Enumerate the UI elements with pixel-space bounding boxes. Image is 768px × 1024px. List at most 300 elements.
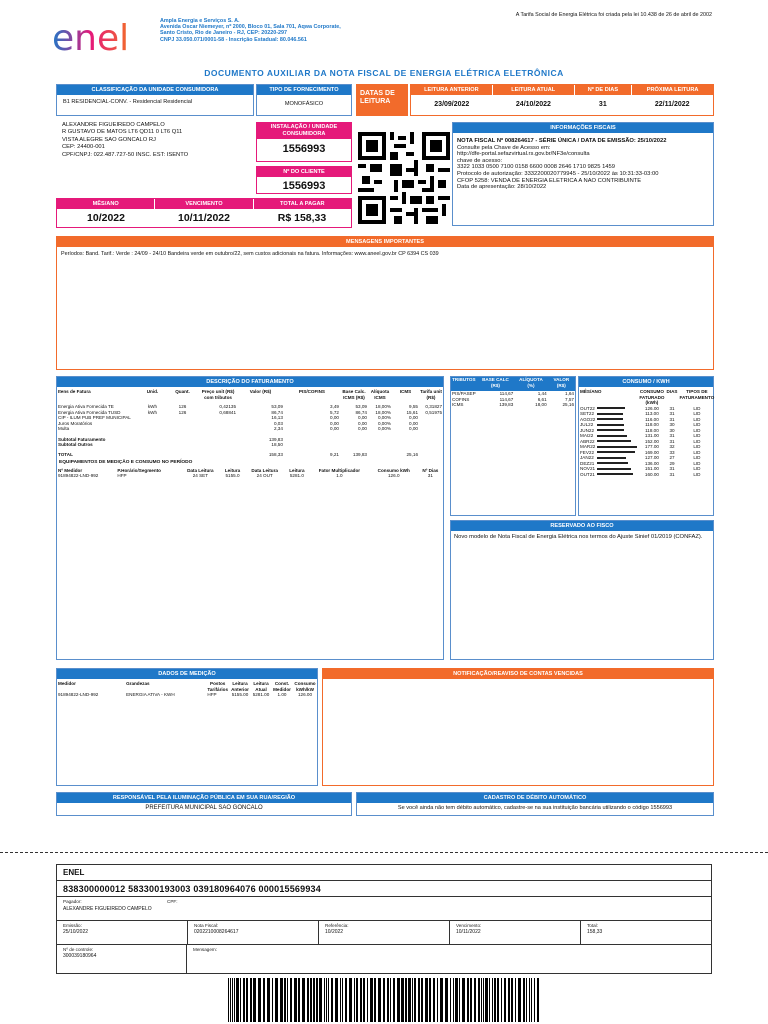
instalacao-box — [256, 122, 352, 162]
fat-cell: 0,00 — [409, 420, 418, 426]
company-name: Ampla Energia e Serviços S. A. — [160, 18, 240, 24]
fat-cell: 86,74 — [271, 409, 283, 415]
cons-dias: 31 — [669, 405, 675, 411]
fat-cell: 16,13 — [271, 415, 283, 420]
barcode-bar — [405, 978, 407, 1022]
instalacao-header: INSTALAÇÃO / UNIDADE CONSUMIDORA — [257, 123, 351, 139]
barcode-bar — [272, 978, 273, 1022]
cons-month: MAI22 — [580, 433, 594, 438]
fat-h-aliquota: Alíquota ICMS — [370, 389, 390, 400]
barcode-bar — [470, 978, 472, 1022]
cons-tipo: LID — [693, 405, 701, 411]
nota-value: 0202210008264617 — [194, 928, 239, 935]
svg-text:enel: enel — [52, 18, 130, 56]
barcode-bar — [354, 978, 355, 1022]
equip-h: Nº Dias — [422, 467, 439, 473]
fat-h-quant: Quant. — [175, 389, 190, 394]
barcode-bar — [349, 978, 352, 1022]
consumption-bar — [597, 407, 625, 409]
trib-cell: 139,83 — [499, 402, 514, 407]
barcode-bar — [310, 978, 312, 1022]
barcode-bar — [515, 978, 516, 1022]
barcode-bar — [526, 978, 527, 1022]
table-row — [451, 402, 575, 408]
datas-dias: 31 — [598, 101, 607, 108]
barcode-bar — [387, 978, 389, 1022]
cons-month: DEZ21 — [580, 460, 595, 466]
cliente-street: R GUSTAVO DE MATOS LT6 QD11 0 LT6 Q11 — [62, 129, 183, 136]
trib-cell: PIS/PASEP — [452, 391, 476, 396]
classificacao-header: CLASSIFICAÇÃO DA UNIDADE CONSUMIDORA — [57, 85, 253, 95]
company-info — [160, 18, 341, 43]
barcode-bar — [529, 978, 530, 1022]
total-value-slip: 158,33 — [587, 928, 603, 935]
fat-cell: 2,34 — [273, 426, 283, 431]
cons-tipo: LID — [693, 438, 701, 444]
fat-h-preco: Preço unit (R$) com tributos — [201, 389, 235, 400]
cons-month: AGO22 — [580, 416, 596, 422]
fiscal-line-2[interactable]: http://dfe-portal.sefazvirtual.rs.gov.br/NF3e/consulta — [457, 151, 590, 158]
med-h: Const. Medidor — [273, 681, 291, 692]
cons-tipo: LID — [693, 422, 701, 427]
fat-cell: 15,61 — [406, 409, 418, 415]
datas-anterior: 23/09/2022 — [434, 101, 470, 108]
barcode-bar — [236, 978, 239, 1022]
trib-h: VALOR (R$) — [553, 377, 570, 388]
fiscal-nota: NOTA FISCAL Nº 008264617 - SÉRIE ÚNICA / DATA DE EMISSÃO: 25/10/2022 — [457, 138, 667, 144]
table-row — [579, 444, 715, 450]
iluminacao-value: PREFEITURA MUNICIPAL SAO GONCALO — [145, 805, 263, 811]
barcode-bar — [240, 978, 241, 1022]
cons-dias: 31 — [669, 438, 675, 444]
cut-line — [0, 852, 768, 853]
nota-label: Nota Fiscal: — [194, 923, 219, 928]
pagamento-h-total: TOTAL A PAGAR — [254, 199, 351, 209]
cons-kwh: 127.00 — [644, 455, 659, 460]
barcode-bar — [459, 978, 460, 1022]
trib-cell: 1,44 — [537, 391, 547, 396]
datas-h-anterior: LEITURA ANTERIOR — [411, 85, 492, 95]
controle-label: Nº de controle: — [63, 947, 94, 952]
fat-cell: 0,00 — [358, 426, 367, 431]
fat-cell: 0,00 — [409, 415, 418, 420]
fat-h-valor: Valor (R$) — [249, 389, 272, 394]
pagamento-mes: 10/2022 — [87, 212, 125, 224]
barcode-bar — [345, 978, 347, 1022]
med-cell: 5155.00 — [231, 692, 249, 697]
equip-h: Nº Medidor — [58, 467, 83, 473]
subtotal-fat-value: 139,83 — [268, 436, 283, 442]
cons-dias: 27 — [669, 455, 675, 460]
table-row — [57, 692, 317, 698]
fat-cell: Energia Ativa Fornecida TUSD — [58, 409, 121, 415]
barcode-bar — [518, 978, 521, 1022]
barcode-bar — [504, 978, 506, 1022]
cons-dias: 31 — [669, 466, 675, 471]
barcode-bar — [370, 978, 373, 1022]
barcode-bar — [234, 978, 235, 1022]
cpf-label: CPF: — [167, 899, 178, 904]
fat-cell: CIP - ILUM PUB PREF MUNICIPAL — [58, 415, 131, 420]
cons-dias: 31 — [669, 471, 675, 477]
fat-cell: 126 — [178, 409, 187, 415]
med-h: Postos Tarifários — [207, 681, 228, 692]
barcode-bar — [494, 978, 496, 1022]
med-cell: 91894822-LND-992 — [58, 692, 99, 697]
classificacao-box — [56, 84, 254, 116]
total-label: TOTAL — [58, 451, 73, 457]
medicao-header: DADOS DE MEDIÇÃO — [57, 669, 317, 679]
med-cell: 126.00 — [297, 692, 313, 697]
fat-cell: 0,00% — [377, 426, 391, 431]
barcode-bar — [290, 978, 292, 1022]
cons-tipo: LID — [693, 466, 701, 471]
datas-proxima: 22/11/2022 — [654, 101, 690, 108]
trib-h: TRIBUTOS — [452, 377, 476, 382]
barcode-bar — [412, 978, 413, 1022]
barcode-bar — [307, 978, 309, 1022]
barcode-bar — [298, 978, 300, 1022]
consumption-bar — [597, 440, 631, 442]
barcode-bar — [393, 978, 395, 1022]
fat-cell: 126 — [178, 404, 187, 409]
fat-cell: 0,03 — [273, 420, 283, 426]
numero-cliente-box — [256, 166, 352, 194]
emissao-label: Emissão: — [63, 923, 82, 928]
datas-h-proxima: PRÓXIMA LEITURA — [632, 85, 713, 95]
cons-dias: 33 — [669, 449, 675, 455]
equip-h: Consumo kWh — [377, 467, 410, 473]
datas-h-dias: Nº DE DIAS — [575, 85, 632, 95]
consumption-bar — [597, 429, 624, 431]
barcode — [228, 978, 542, 1022]
equip-h: Data Leitura — [251, 467, 278, 473]
fornecimento-box — [256, 84, 352, 116]
barcode-bar — [450, 978, 451, 1022]
fat-cell: Juros Moratórios — [58, 420, 93, 426]
barcode-bar — [534, 978, 535, 1022]
barcode-bar — [462, 978, 465, 1022]
classificacao-value: B1 RESIDENCIAL-CONV. - Residencial Residencial — [63, 99, 193, 105]
total-label-slip: Total: — [587, 923, 598, 928]
fat-cell: 0,00% — [377, 415, 391, 420]
barcode-bar — [483, 978, 484, 1022]
equip-h: Data Leitura — [187, 467, 214, 473]
equip-h: Fator Multiplicador — [318, 467, 361, 473]
equip-cell: 1.0 — [336, 473, 343, 479]
barcode-bar — [383, 978, 385, 1022]
equip-cell: 5155.0 — [225, 473, 240, 479]
cons-tipo: LID — [693, 449, 701, 455]
barcode-bar — [250, 978, 252, 1022]
cons-tipo: LID — [693, 427, 701, 433]
barcode-bar — [246, 978, 248, 1022]
payment-slip — [56, 864, 712, 974]
cons-tipo: LID — [693, 411, 701, 416]
barcode-bar — [328, 978, 329, 1022]
barcode-bar — [445, 978, 448, 1022]
cons-dias: 31 — [669, 433, 675, 438]
barcode-bar — [253, 978, 256, 1022]
fiscal-line-5: Protocolo de autorização: 3332200020779945 - 25/10/2022 às 10:31:33-03:00 — [457, 170, 659, 177]
cons-kwh: 169.00 — [644, 449, 659, 455]
ref-value: 10/2022 — [325, 928, 344, 935]
med-cell: 5281.00 — [252, 692, 270, 697]
medicao-table — [57, 681, 317, 698]
barcode-bar — [531, 978, 532, 1022]
cons-kwh: 126.00 — [644, 405, 659, 411]
cons-dias: 29 — [669, 460, 675, 466]
consumo-table — [579, 389, 715, 477]
fat-cell: 53,09 — [271, 404, 283, 409]
barcode-bar — [316, 978, 318, 1022]
fat-cell: 0,00% — [377, 420, 391, 426]
debito-header: CADASTRO DE DÉBITO AUTOMÁTICO — [357, 793, 713, 803]
mensagens-header: MENSAGENS IMPORTANTES — [57, 237, 713, 247]
cons-dias: 32 — [669, 444, 675, 449]
consumo-header: CONSUMO / KWH — [579, 377, 713, 387]
datas-label: DATAS DE LEITURA — [356, 84, 408, 116]
pagador-value: ALEXANDRE FIGUEIREDO CAMPELO — [63, 905, 152, 912]
ref-label: Referência: — [325, 923, 349, 928]
fat-h-base: Base Calc. ICMS (R$) — [342, 389, 366, 400]
fiscal-box — [452, 122, 714, 226]
trib-cell: 7,57 — [565, 396, 574, 402]
cons-tipo: LID — [693, 460, 701, 466]
barcode-bar — [408, 978, 411, 1022]
barcode-bar — [342, 978, 343, 1022]
cons-tipo: LID — [693, 444, 701, 449]
fat-cell: 0,42135 — [219, 404, 237, 409]
trib-cell: 1,64 — [565, 391, 574, 396]
trib-cell: 25,16 — [562, 402, 574, 407]
barcode-bar — [497, 978, 499, 1022]
barcode-bar — [478, 978, 480, 1022]
consumption-bar — [597, 435, 627, 437]
fisco-header: RESERVADO AO FISCO — [451, 521, 713, 531]
med-h: Leitura Atual — [253, 681, 269, 692]
pagamento-venc: 10/11/2022 — [178, 212, 230, 224]
equip-cell: 24 OUT — [256, 473, 273, 479]
med-cell: 1.00 — [277, 692, 287, 697]
cons-dias: 31 — [669, 416, 675, 422]
barcode-bar — [230, 978, 231, 1022]
barcode-bar — [511, 978, 513, 1022]
iluminacao-header: RESPONSÁVEL PELA ILUMINAÇÃO PÚBLICA EM SUA RUA/REGIÃO — [57, 793, 351, 803]
consumption-bar — [597, 468, 631, 470]
table-row — [579, 472, 715, 478]
faturamento-table — [57, 389, 443, 457]
barcode-bar — [378, 978, 381, 1022]
barcode-bar — [433, 978, 435, 1022]
fat-cell: Energia Ativa Fornecida TE — [58, 404, 114, 409]
barcode-bar — [414, 978, 416, 1022]
fat-cell: 0,31827 — [425, 404, 442, 409]
cons-month: SET22 — [580, 411, 595, 416]
med-h: Grandezas — [126, 681, 150, 686]
barcode-bar — [263, 978, 265, 1022]
fiscal-line-3: chave de acesso: — [457, 157, 503, 164]
consumption-bar — [597, 473, 633, 475]
cons-kwh: 131.00 — [644, 433, 659, 438]
cons-month: NOV21 — [580, 466, 596, 471]
barcode-bar — [243, 978, 245, 1022]
table-row — [579, 466, 715, 472]
fornecimento-header: TIPO DE FORNECIMENTO — [257, 85, 351, 95]
consumption-bar — [597, 424, 624, 426]
barcode-bar — [319, 978, 322, 1022]
barcode-bar — [287, 978, 288, 1022]
cons-kwh: 118.00 — [645, 427, 659, 433]
fat-cell: 0,00 — [409, 426, 418, 431]
barcode-bar — [232, 978, 233, 1022]
fiscal-line-6: CFOP 5258: VENDA DE ENERGIA ELETRICA A NAO CONTRIBUINTE — [457, 177, 642, 184]
fat-cell: 0,00 — [358, 415, 367, 420]
mensagem-label: Mensagem: — [193, 947, 218, 952]
fat-cell: 9,55 — [409, 404, 418, 409]
equip-h: Leitura — [289, 467, 305, 473]
fiscal-header: INFORMAÇÕES FISCAIS — [453, 123, 713, 133]
cons-h: TIPOS DE FATURAMENTO — [679, 389, 715, 400]
cons-kwh: 113.00 — [645, 411, 659, 416]
barcode-bar — [429, 978, 431, 1022]
cons-kwh: 116.00 — [645, 416, 659, 422]
numero-cliente-header: Nº DO CLIENTE — [257, 167, 351, 177]
cons-kwh: 160.00 — [644, 471, 659, 477]
fat-cell: 0,00 — [330, 426, 339, 431]
iluminacao-box — [56, 792, 352, 816]
total-base: 139,83 — [352, 451, 367, 457]
cons-h: DIAS — [666, 389, 678, 394]
fat-cell: 18,00% — [375, 409, 391, 415]
datas-grid — [410, 84, 714, 116]
qr-code — [358, 132, 450, 224]
fat-cell: kWh — [147, 409, 158, 415]
equip-cell: 31 — [427, 473, 433, 479]
cons-tipo: LID — [693, 433, 701, 438]
barcode-bar — [284, 978, 286, 1022]
barcode-bar — [374, 978, 376, 1022]
fat-cell: 0,00 — [330, 415, 339, 420]
trib-cell: 18,00 — [535, 402, 547, 407]
fiscal-line-1: Consulte pela Chave de Acesso em: — [457, 144, 551, 151]
cons-h: MÊS/ANO — [580, 389, 602, 394]
tributos-table — [451, 377, 575, 408]
barcode-bar — [492, 978, 493, 1022]
fat-cell: 0,51975 — [425, 409, 442, 415]
consumption-bar — [597, 451, 635, 453]
cons-bar-cell — [596, 472, 638, 478]
cons-month: ABR22 — [580, 438, 595, 444]
barcode-bar — [228, 978, 229, 1022]
table-row — [57, 473, 443, 479]
barcode-bar — [418, 978, 420, 1022]
total-piscofins: 9,21 — [330, 451, 339, 457]
trib-h: BASE CALC (R$) — [482, 377, 509, 388]
trib-cell: COFINS — [452, 396, 470, 402]
cliente-city: VISTA ALEGRE SAO GONCALO RJ — [62, 136, 156, 143]
trib-cell: 114,67 — [499, 391, 514, 396]
cons-dias: 31 — [669, 411, 675, 416]
barcode-bar — [401, 978, 404, 1022]
equip-label: EQUIPAMENTOS DE MEDIÇÃO E CONSUMO NO PERÍODO — [59, 460, 193, 465]
trib-cell: 6,61 — [537, 396, 547, 402]
cons-tipo: LID — [693, 416, 701, 422]
company-cnpj: CNPJ 33.050.071/0001-58 - Inscrição Estadual: 80.046.561 — [160, 36, 307, 43]
notificacao-header: NOTIFICAÇÃO/REAVISO DE CONTAS VENCIDAS — [323, 669, 713, 679]
barcode-bar — [280, 978, 283, 1022]
linha-digitavel[interactable]: 838300000012 583300193003 039180964076 000015569934 — [57, 881, 711, 897]
venc-label: Vencimento: — [456, 923, 482, 928]
equip-cell: 126.0 — [388, 473, 400, 479]
cons-month: OUT21 — [580, 471, 595, 477]
fornecimento-value: MONOFÁSICO — [284, 101, 324, 107]
med-h: Consumo kWh/kW — [294, 681, 316, 692]
equip-cell: 24 SET — [192, 473, 209, 479]
cons-kwh: 136.00 — [644, 460, 659, 466]
cons-kwh: 152.00 — [644, 438, 659, 444]
subtotal-fat-label: Subtotal Faturamento — [58, 436, 106, 442]
cons-dias: 30 — [669, 427, 675, 433]
barcode-bar — [455, 978, 458, 1022]
table-row — [579, 411, 715, 417]
fat-h-tarifa: Tarifa unit (R$) — [420, 389, 442, 400]
table-row — [579, 455, 715, 461]
barcode-bar — [421, 978, 423, 1022]
subtotal-out-label: Subtotal Outros — [58, 442, 93, 447]
controle-value: 300039180964 — [63, 952, 97, 959]
consumption-bar — [597, 418, 623, 420]
datas-h-atual: LEITURA ATUAL — [493, 85, 574, 95]
fat-cell: kWh — [147, 404, 158, 409]
barcode-bar — [360, 978, 362, 1022]
barcode-icon — [228, 978, 542, 1022]
barcode-bar — [335, 978, 338, 1022]
consumption-bar — [597, 462, 628, 464]
fat-h-piscofins: PIS/COFINS — [298, 389, 325, 394]
cons-dias: 30 — [669, 422, 675, 427]
trib-cell: 114,67 — [499, 396, 514, 402]
debito-box — [356, 792, 714, 816]
med-cell: ENERGIA ATIVA - KWH — [126, 692, 175, 697]
fat-cell: Multa — [58, 426, 70, 431]
barcode-bar — [302, 978, 305, 1022]
debito-value: Se você ainda não tem débito automático, cadastre-se na sua instituição bancária utilizando o código 1556993 — [397, 805, 673, 811]
enel-logo — [52, 16, 142, 56]
datas-box — [356, 84, 714, 116]
med-cell: HFP — [207, 692, 217, 697]
barcode-bar — [258, 978, 261, 1022]
cliente-cep: CEP: 24400-001 — [62, 144, 105, 151]
medicao-box — [56, 668, 318, 786]
qr-code-icon — [358, 132, 450, 224]
fat-h-itens: Itens de Fatura — [58, 389, 91, 394]
barcode-bar — [294, 978, 297, 1022]
cons-month: JUN22 — [580, 427, 595, 433]
barcode-bar — [267, 978, 270, 1022]
fat-cell: 53,09 — [355, 404, 367, 409]
barcode-bar — [537, 978, 539, 1022]
barcode-bar — [508, 978, 510, 1022]
barcode-bar — [313, 978, 315, 1022]
fiscal-line-4: 3322 1033 0500 7100 0158 6600 0008 2646 1710 9825 1459 — [457, 164, 615, 171]
equip-h: P.Horário/Segmento — [117, 467, 161, 473]
fat-cell: 0,00 — [330, 420, 339, 426]
barcode-bar — [474, 978, 476, 1022]
cons-h: CONSUMO FATURADO (kWh) — [639, 389, 665, 405]
pagamento-total: R$ 158,33 — [277, 212, 327, 224]
barcode-bar — [275, 978, 278, 1022]
